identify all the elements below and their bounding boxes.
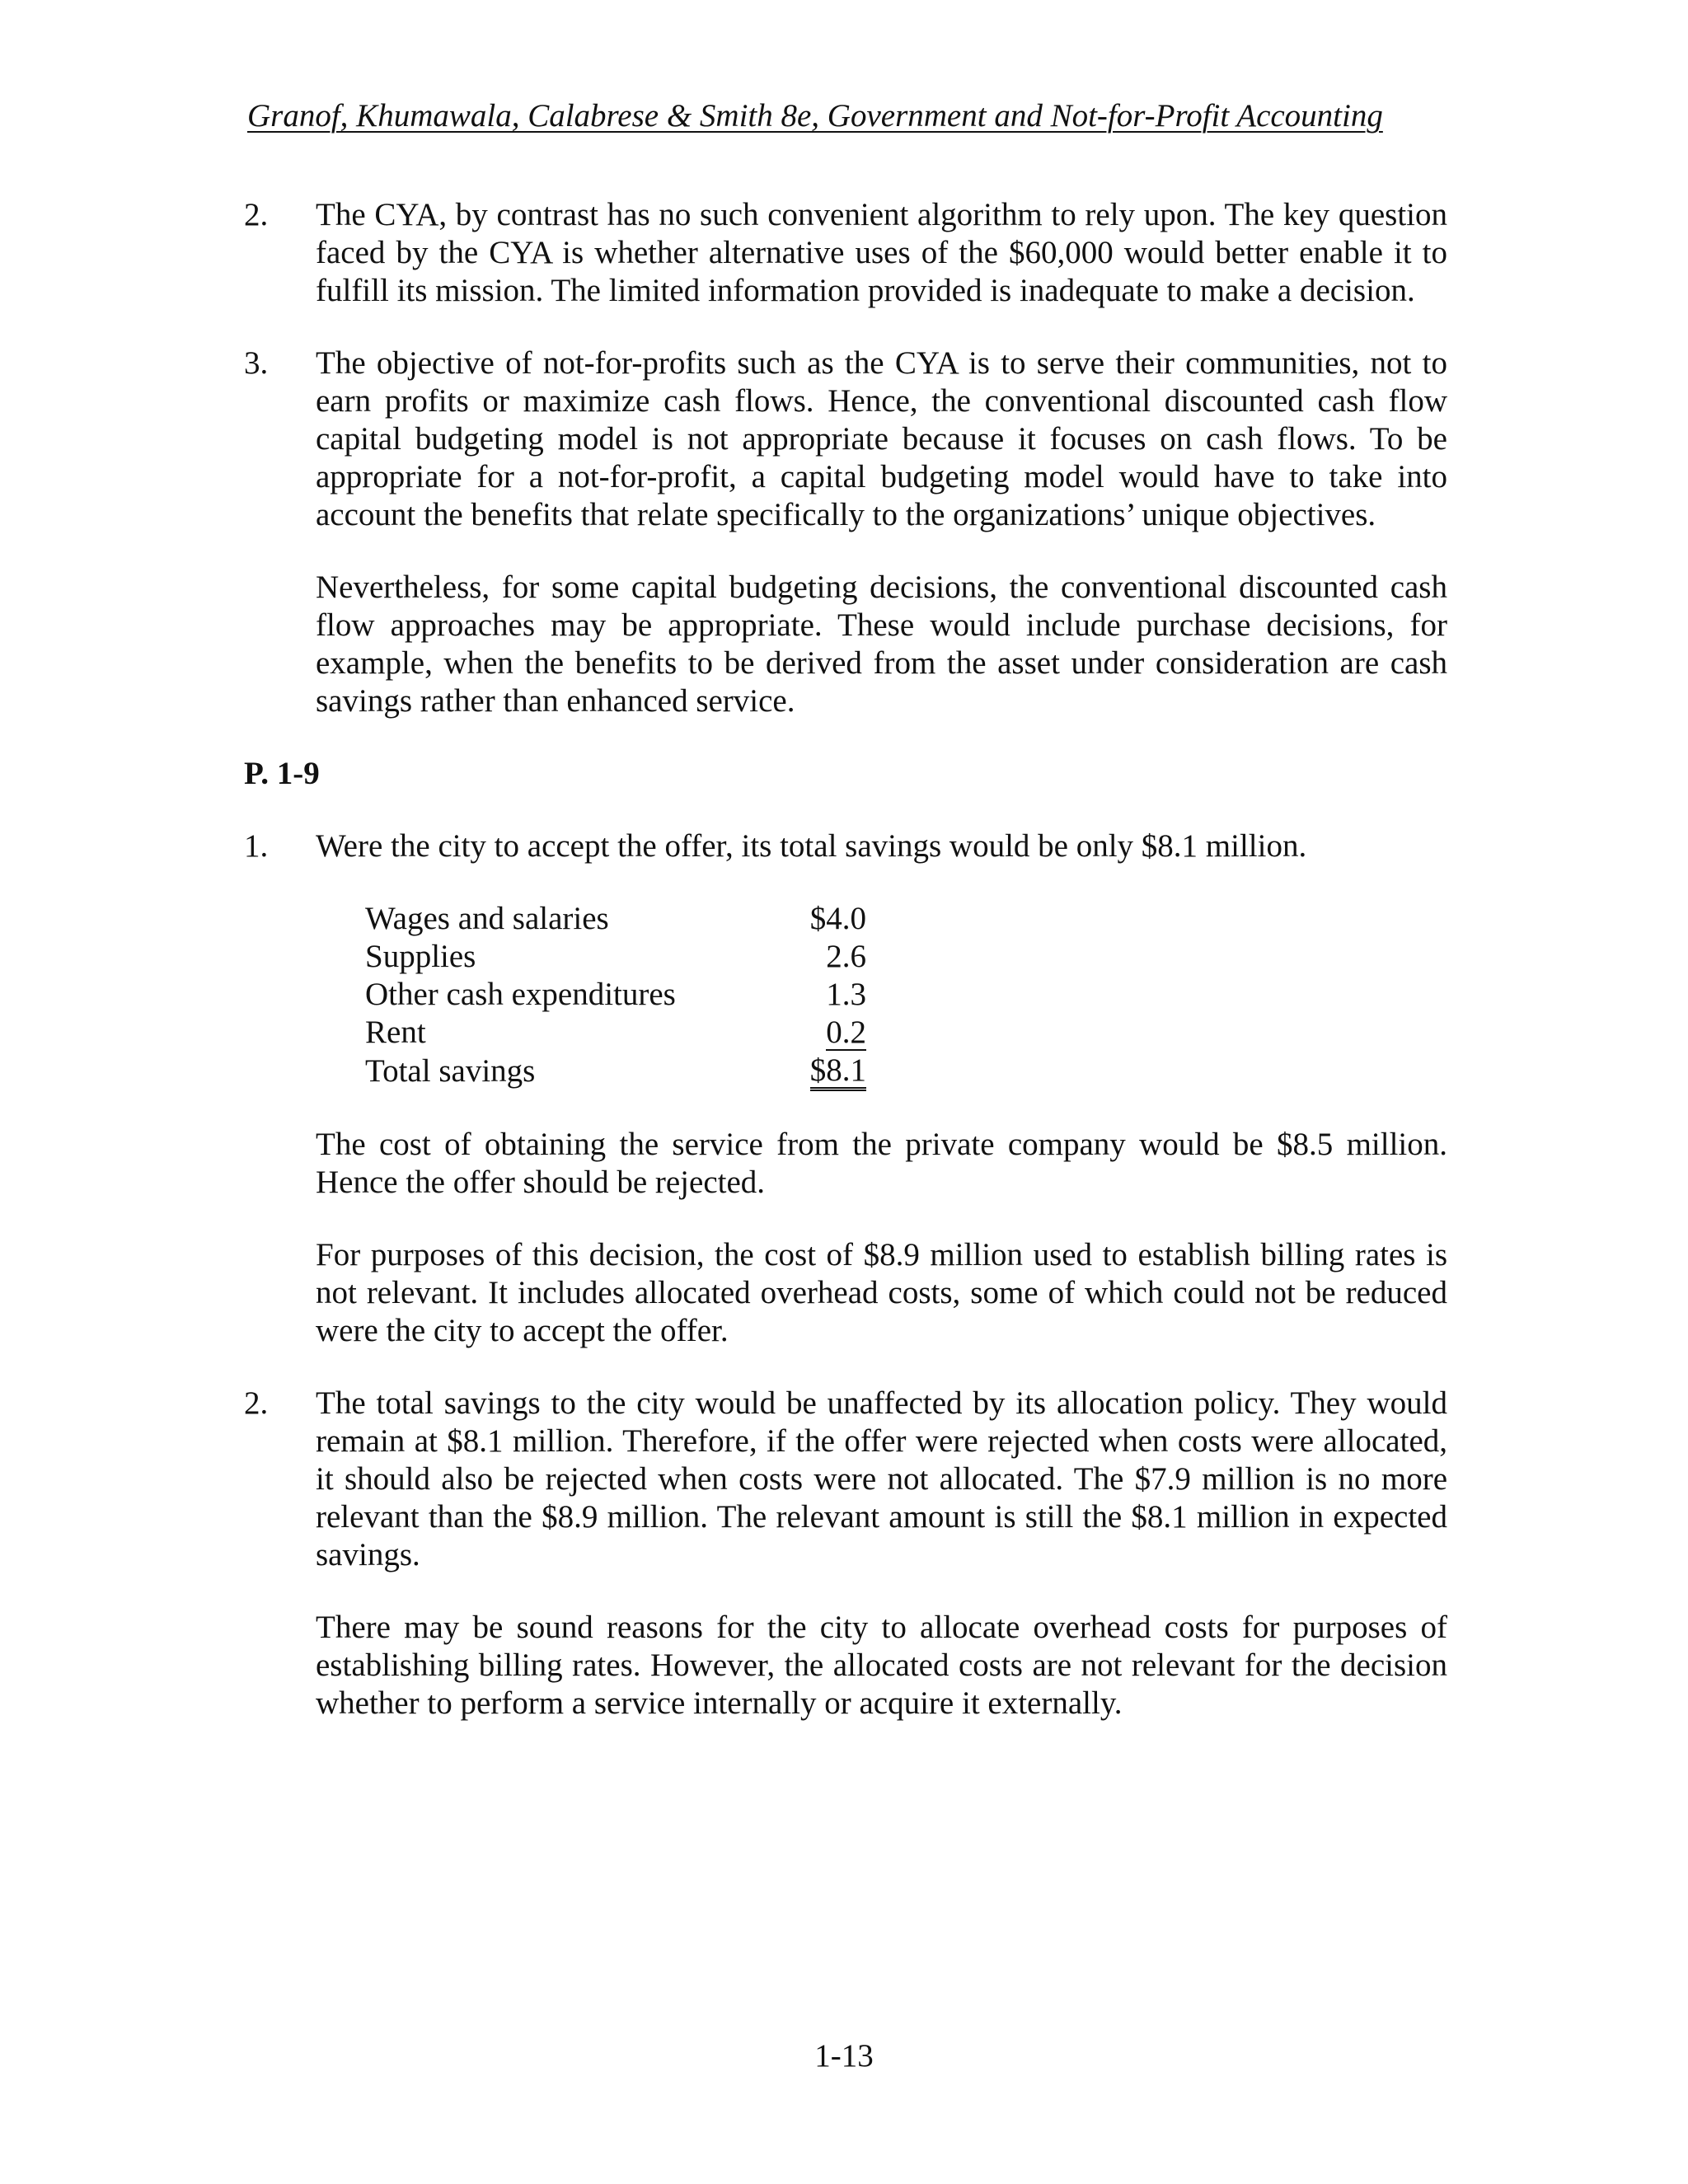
item-body — [316, 344, 1447, 720]
item-body — [316, 1385, 1447, 1722]
row-amount: 2.6 — [826, 939, 866, 974]
paragraph: For purposes of this decision, the cost of $8.9 million used to establish billing rates is not relevant. It includes allocated overhead costs, some of which could not be reduced were the city to accept the offer. — [316, 1237, 1447, 1348]
answer-item-p19-2 — [244, 1385, 1447, 1722]
answer-item-p19-1 — [244, 827, 1447, 865]
paragraph: The CYA, by contrast has no such convenient algorithm to rely upon. The key question faced by the CYA is whether alternative uses of the $60,000 would better enable it to fulfill its mission. The limited information provided is inadequate to make a decision. — [316, 197, 1447, 308]
row-label: Supplies — [365, 939, 476, 974]
page-content — [244, 196, 1447, 1757]
page-number: 1-13 — [814, 2038, 874, 2074]
item-number: 3. — [244, 345, 269, 381]
savings-table-wrap — [316, 900, 1447, 1091]
paragraph: Were the city to accept the offer, its total savings would be only $8.1 million. — [316, 828, 1307, 864]
paragraph: The objective of not-for-profits such as the CYA is to serve their communities, not to earn profits or maximize cash flows. Hence, the conventional discounted cash flow capital budgeting model is not appropriate because it focuses on cash flows. To be appropriate for a not-for-profit, a capital budgeting model would have to take into account the benefits that relate specifically to the organizations’ unique objectives. — [316, 345, 1447, 532]
item-number: 2. — [244, 197, 269, 232]
answer-item-2 — [244, 196, 1447, 310]
row-label: Total savings — [365, 1053, 536, 1089]
paragraph: The cost of obtaining the service from the private company would be $8.5 million. Hence the offer should be rejected. — [316, 1127, 1447, 1200]
item-number: 1. — [244, 828, 269, 864]
row-amount: 0.2 — [826, 1015, 866, 1050]
paragraph: There may be sound reasons for the city to allocate overhead costs for purposes of establishing billing rates. However, the allocated costs are not relevant for the decision whether to perform a service internally or acquire it externally. — [316, 1610, 1447, 1721]
table-row — [365, 1014, 866, 1052]
paragraph: The total savings to the city would be unaffected by its allocation policy. They would remain at $8.1 million. Therefore, if the offer were rejected when costs were allocated, it should also be rejected when costs were not allocated. The $7.9 million is no more relevant than the $8.9 million. The relevant amount is still the $8.1 million in expected savings. — [316, 1385, 1447, 1572]
row-amount: 1.3 — [826, 977, 866, 1012]
running-header: Granof, Khumawala, Calabrese & Smith 8e, Government and Not-for-Profit Accounting — [247, 98, 1383, 134]
row-amount: $4.0 — [809, 901, 866, 936]
row-amount-cell — [804, 1014, 866, 1052]
row-amount-cell — [804, 1052, 866, 1091]
savings-table — [365, 900, 866, 1091]
row-label: Wages and salaries — [365, 901, 609, 936]
item-body — [316, 827, 1447, 865]
answer-item-3 — [244, 344, 1447, 720]
item-body — [316, 196, 1447, 310]
row-label: Other cash expenditures — [365, 977, 676, 1012]
section-heading: P. 1-9 — [244, 756, 320, 791]
row-label: Rent — [365, 1015, 426, 1050]
table-row — [365, 900, 866, 938]
total-amount: $8.1 — [810, 1054, 866, 1091]
paragraph: Nevertheless, for some capital budgeting decisions, the conventional discounted cash flow approaches may be appropriate. These would include purchase decisions, for example, when the benefits to be derived from the asset under consideration are cash savings rather than enhanced service. — [316, 569, 1447, 719]
table-row — [365, 1052, 866, 1091]
table-row — [365, 976, 866, 1014]
item-number: 2. — [244, 1385, 269, 1421]
table-row — [365, 938, 866, 976]
